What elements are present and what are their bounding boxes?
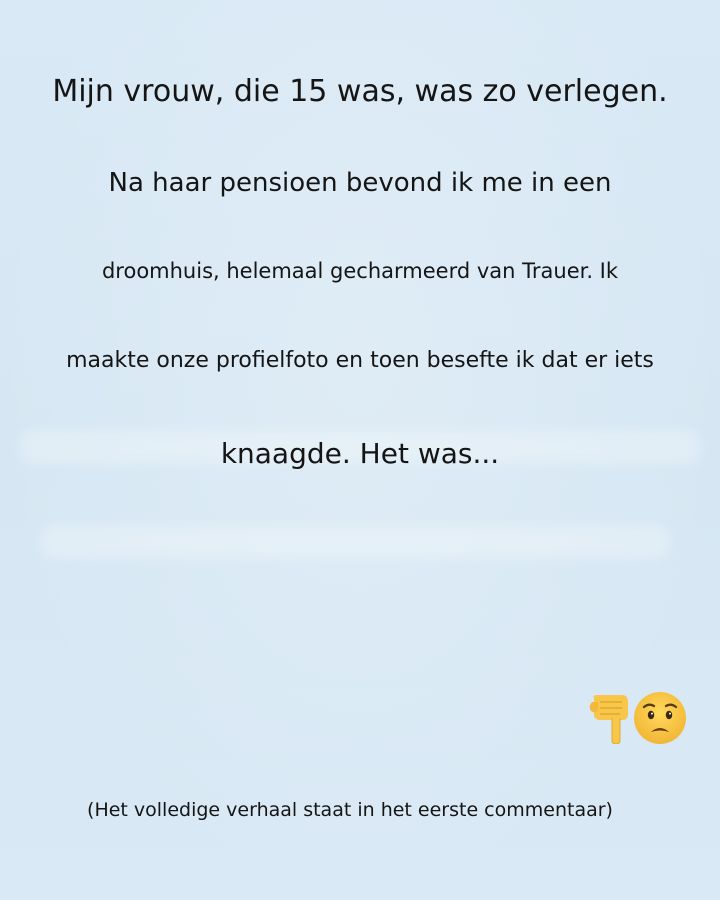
story-line: droomhuis, helemaal gecharmeerd van Trauer. Ik [101, 259, 619, 283]
footer-note: (Het volledige verhaal staat in het eerste commentaar) [87, 799, 613, 821]
background-blur [40, 525, 670, 559]
story-line: Na haar pensioen bevond ik me in een [108, 168, 612, 198]
emoji-row [588, 690, 692, 748]
pointing-down-hand-icon [588, 692, 632, 744]
worried-face-icon [632, 690, 688, 746]
story-line: Mijn vrouw, die 15 was, was zo verlegen. [52, 74, 668, 109]
story-line: knaagde. Het was... [220, 437, 500, 470]
story-line: maakte onze profielfoto en toen besefte ik dat er iets [66, 348, 654, 373]
